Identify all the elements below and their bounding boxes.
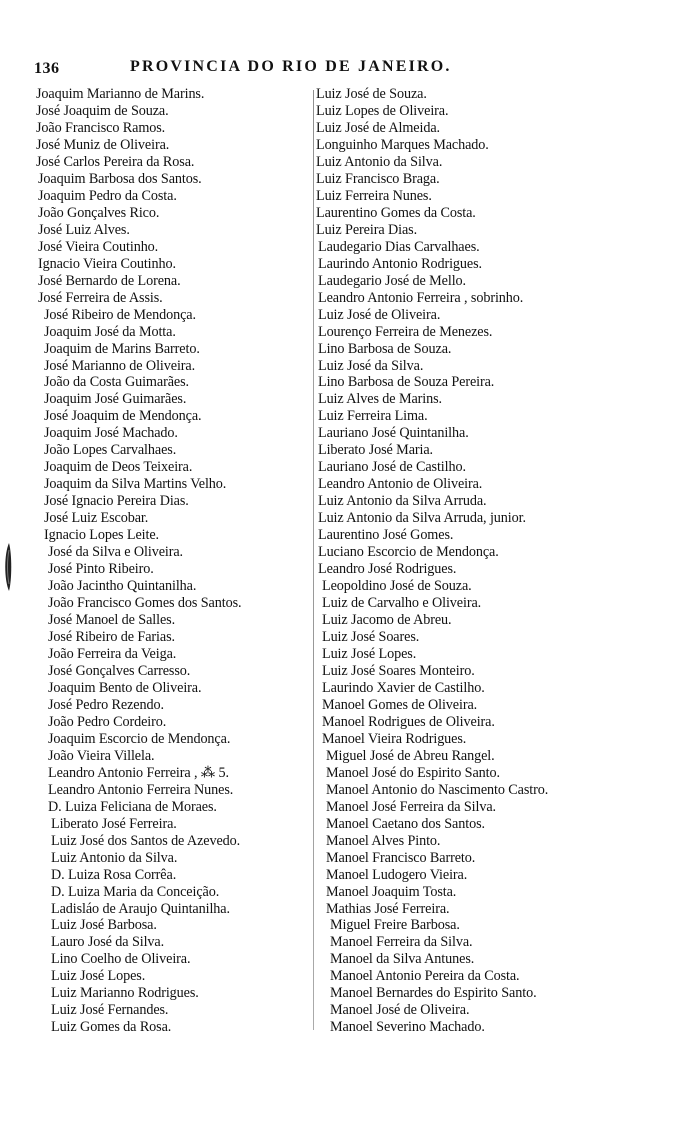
list-entry: Liberato José Maria. bbox=[318, 442, 434, 459]
list-entry: Joaquim Pedro da Costa. bbox=[38, 187, 177, 204]
list-entry: Leandro Antonio de Oliveira. bbox=[318, 476, 483, 493]
list-entry: José Ferreira de Assis. bbox=[38, 289, 163, 306]
list-entry: Manoel José do Espirito Santo. bbox=[326, 764, 500, 781]
list-entry: Joaquim Barbosa dos Santos. bbox=[38, 170, 202, 187]
list-entry: José Joaquim de Souza. bbox=[36, 102, 169, 119]
list-entry: Luiz Pereira Dias. bbox=[316, 221, 418, 238]
list-entry: Leandro Antonio Ferreira , sobrinho. bbox=[318, 289, 524, 306]
list-entry: Lauriano José Quintanilha. bbox=[318, 425, 469, 442]
list-entry: José Luiz Escobar. bbox=[44, 510, 149, 527]
list-entry: Joaquim de Deos Teixeira. bbox=[44, 459, 193, 476]
list-entry: Manoel Caetano dos Santos. bbox=[326, 815, 485, 832]
list-entry: Manoel da Silva Antunes. bbox=[330, 951, 475, 968]
name-list-right-column bbox=[316, 86, 548, 1036]
binding-mark-icon bbox=[3, 542, 13, 592]
list-entry: Laudegario José de Mello. bbox=[318, 272, 466, 289]
list-entry: Luiz Antonio da Silva Arruda, junior. bbox=[318, 510, 526, 527]
list-entry: Luiz Lopes de Oliveira. bbox=[316, 102, 449, 119]
list-entry: Luiz Ferreira Nunes. bbox=[316, 187, 432, 204]
list-entry: Manoel Ludogero Vieira. bbox=[326, 866, 468, 883]
list-entry: Laurentino Gomes da Costa. bbox=[316, 204, 476, 221]
list-entry: Luiz José de Almeida. bbox=[316, 119, 440, 136]
list-entry: Miguel José de Abreu Rangel. bbox=[326, 747, 495, 764]
list-entry: Manoel Severino Machado. bbox=[330, 1019, 485, 1036]
list-entry: Manoel Antonio do Nascimento Castro. bbox=[326, 781, 549, 798]
list-entry: Manoel Gomes de Oliveira. bbox=[322, 696, 478, 713]
list-entry: Manoel Vieira Rodrigues. bbox=[322, 730, 467, 747]
list-entry: D. Luiza Feliciana de Moraes. bbox=[48, 798, 217, 815]
list-entry: Luiz José Lopes. bbox=[51, 968, 146, 985]
list-entry: Lourenço Ferreira de Menezes. bbox=[318, 323, 493, 340]
list-entry: José da Silva e Oliveira. bbox=[48, 544, 184, 561]
list-entry: Laudegario Dias Carvalhaes. bbox=[318, 238, 480, 255]
list-entry: Manoel Francisco Barreto. bbox=[326, 849, 476, 866]
list-entry: Luiz de Carvalho e Oliveira. bbox=[322, 595, 482, 612]
list-entry: Luiz Antonio da Silva. bbox=[316, 153, 443, 170]
list-entry: Joaquim da Silva Martins Velho. bbox=[44, 476, 227, 493]
list-entry: João Pedro Cordeiro. bbox=[48, 713, 167, 730]
list-entry: Luiz Antonio da Silva. bbox=[51, 849, 178, 866]
list-entry: Joaquim José Machado. bbox=[44, 425, 178, 442]
list-entry: Lino Barbosa de Souza. bbox=[318, 340, 452, 357]
list-entry: Miguel Freire Barbosa. bbox=[330, 917, 460, 934]
list-entry: José Vieira Coutinho. bbox=[38, 238, 159, 255]
list-entry: Manoel José de Oliveira. bbox=[330, 1002, 470, 1019]
list-entry: Luiz José Lopes. bbox=[322, 645, 417, 662]
list-entry: Joaquim Escorcio de Mendonça. bbox=[48, 730, 231, 747]
list-entry: Manoel Joaquim Tosta. bbox=[326, 883, 457, 900]
list-entry: João Lopes Carvalhaes. bbox=[44, 442, 177, 459]
list-entry: Joaquim Bento de Oliveira. bbox=[48, 679, 202, 696]
list-entry: Ignacio Lopes Leite. bbox=[44, 527, 159, 544]
list-entry: Laurentino José Gomes. bbox=[318, 527, 454, 544]
list-entry: João Jacintho Quintanilha. bbox=[48, 578, 197, 595]
list-entry: Manoel Alves Pinto. bbox=[326, 832, 441, 849]
list-entry: Luiz José Soares. bbox=[322, 629, 420, 645]
list-entry: João Ferreira da Veiga. bbox=[48, 645, 177, 662]
list-entry: Joaquim Marianno de Marins. bbox=[36, 86, 205, 102]
list-entry: João Francisco Ramos. bbox=[36, 119, 166, 136]
list-entry: Joaquim José Guimarães. bbox=[44, 391, 187, 408]
list-entry: João da Costa Guimarães. bbox=[44, 374, 189, 391]
list-entry: Laurindo Antonio Rodrigues. bbox=[318, 255, 482, 272]
list-entry: Lino Coelho de Oliveira. bbox=[51, 951, 191, 968]
page-number: 136 bbox=[34, 60, 60, 77]
list-entry: José Ribeiro de Farias. bbox=[48, 629, 175, 645]
list-entry: Leandro Antonio Ferreira , ⁂ 5. bbox=[48, 764, 229, 781]
list-entry: José Marianno de Oliveira. bbox=[44, 357, 196, 374]
list-entry: Luiz José Fernandes. bbox=[51, 1002, 169, 1019]
list-entry: Manoel Ferreira da Silva. bbox=[330, 934, 473, 951]
list-entry: José Ribeiro de Mendonça. bbox=[44, 306, 196, 323]
list-entry: Luiz Francisco Braga. bbox=[316, 170, 440, 187]
list-entry: Leopoldino José de Souza. bbox=[322, 578, 472, 595]
list-entry: Luiz José da Silva. bbox=[318, 357, 424, 374]
list-entry: José Joaquim de Mendonça. bbox=[44, 408, 202, 425]
list-entry: Ignacio Vieira Coutinho. bbox=[38, 255, 176, 272]
list-entry: José Bernardo de Lorena. bbox=[38, 272, 181, 289]
running-head: PROVINCIA DO RIO DE JANEIRO. bbox=[130, 58, 452, 75]
list-entry: Luiz José de Oliveira. bbox=[318, 306, 441, 323]
list-entry: Luciano Escorcio de Mendonça. bbox=[318, 544, 499, 561]
list-entry: Manoel Rodrigues de Oliveira. bbox=[322, 713, 495, 730]
list-entry: Joaquim José da Motta. bbox=[44, 323, 176, 340]
list-entry: Manoel Antonio Pereira da Costa. bbox=[330, 968, 520, 985]
list-entry: Laurindo Xavier de Castilho. bbox=[322, 679, 485, 696]
list-entry: Leandro Antonio Ferreira Nunes. bbox=[48, 781, 234, 798]
list-entry: D. Luiza Maria da Conceição. bbox=[51, 883, 220, 900]
list-entry: José Gonçalves Carresso. bbox=[48, 662, 191, 679]
name-list-left-column bbox=[36, 86, 241, 1036]
list-entry: Lauro José da Silva. bbox=[51, 934, 165, 951]
list-entry: José Carlos Pereira da Rosa. bbox=[36, 153, 195, 170]
list-entry: José Luiz Alves. bbox=[38, 221, 130, 238]
list-entry: Liberato José Ferreira. bbox=[51, 815, 177, 832]
list-entry: Manoel José Ferreira da Silva. bbox=[326, 798, 496, 815]
list-entry: João Francisco Gomes dos Santos. bbox=[48, 595, 242, 612]
list-entry: José Ignacio Pereira Dias. bbox=[44, 493, 189, 510]
list-entry: Lino Barbosa de Souza Pereira. bbox=[318, 374, 495, 391]
list-entry: Joaquim de Marins Barreto. bbox=[44, 340, 200, 357]
list-entry: Luiz Jacomo de Abreu. bbox=[322, 612, 452, 629]
list-entry: Longuinho Marques Machado. bbox=[316, 136, 489, 153]
list-entry: Manoel Bernardes do Espirito Santo. bbox=[330, 985, 537, 1002]
list-entry: Luiz Ferreira Lima. bbox=[318, 408, 428, 425]
list-entry: José Muniz de Oliveira. bbox=[36, 136, 170, 153]
list-entry: Leandro José Rodrigues. bbox=[318, 561, 457, 578]
list-entry: Luiz Alves de Marins. bbox=[318, 391, 442, 408]
list-entry: João Gonçalves Rico. bbox=[38, 204, 160, 221]
list-entry: Luiz Gomes da Rosa. bbox=[51, 1019, 172, 1036]
list-entry: Luiz Marianno Rodrigues. bbox=[51, 985, 199, 1002]
list-entry: D. Luiza Rosa Corrêa. bbox=[51, 866, 177, 883]
list-entry: José Pinto Ribeiro. bbox=[48, 561, 154, 578]
list-entry: Luiz José Soares Monteiro. bbox=[322, 662, 475, 679]
list-entry: Lauriano José de Castilho. bbox=[318, 459, 466, 476]
list-entry: José Manoel de Salles. bbox=[48, 612, 176, 629]
list-entry: Luiz José Barbosa. bbox=[51, 917, 157, 934]
list-entry: Luiz José dos Santos de Azevedo. bbox=[51, 832, 241, 849]
list-entry: José Pedro Rezendo. bbox=[48, 696, 164, 713]
list-entry: Mathias José Ferreira. bbox=[326, 900, 450, 917]
list-entry: Luiz Antonio da Silva Arruda. bbox=[318, 493, 487, 510]
list-entry: João Vieira Villela. bbox=[48, 747, 155, 764]
column-divider-rule bbox=[313, 90, 314, 1030]
list-entry: Luiz José de Souza. bbox=[316, 86, 427, 102]
list-entry: Ladisláo de Araujo Quintanilha. bbox=[51, 900, 230, 917]
